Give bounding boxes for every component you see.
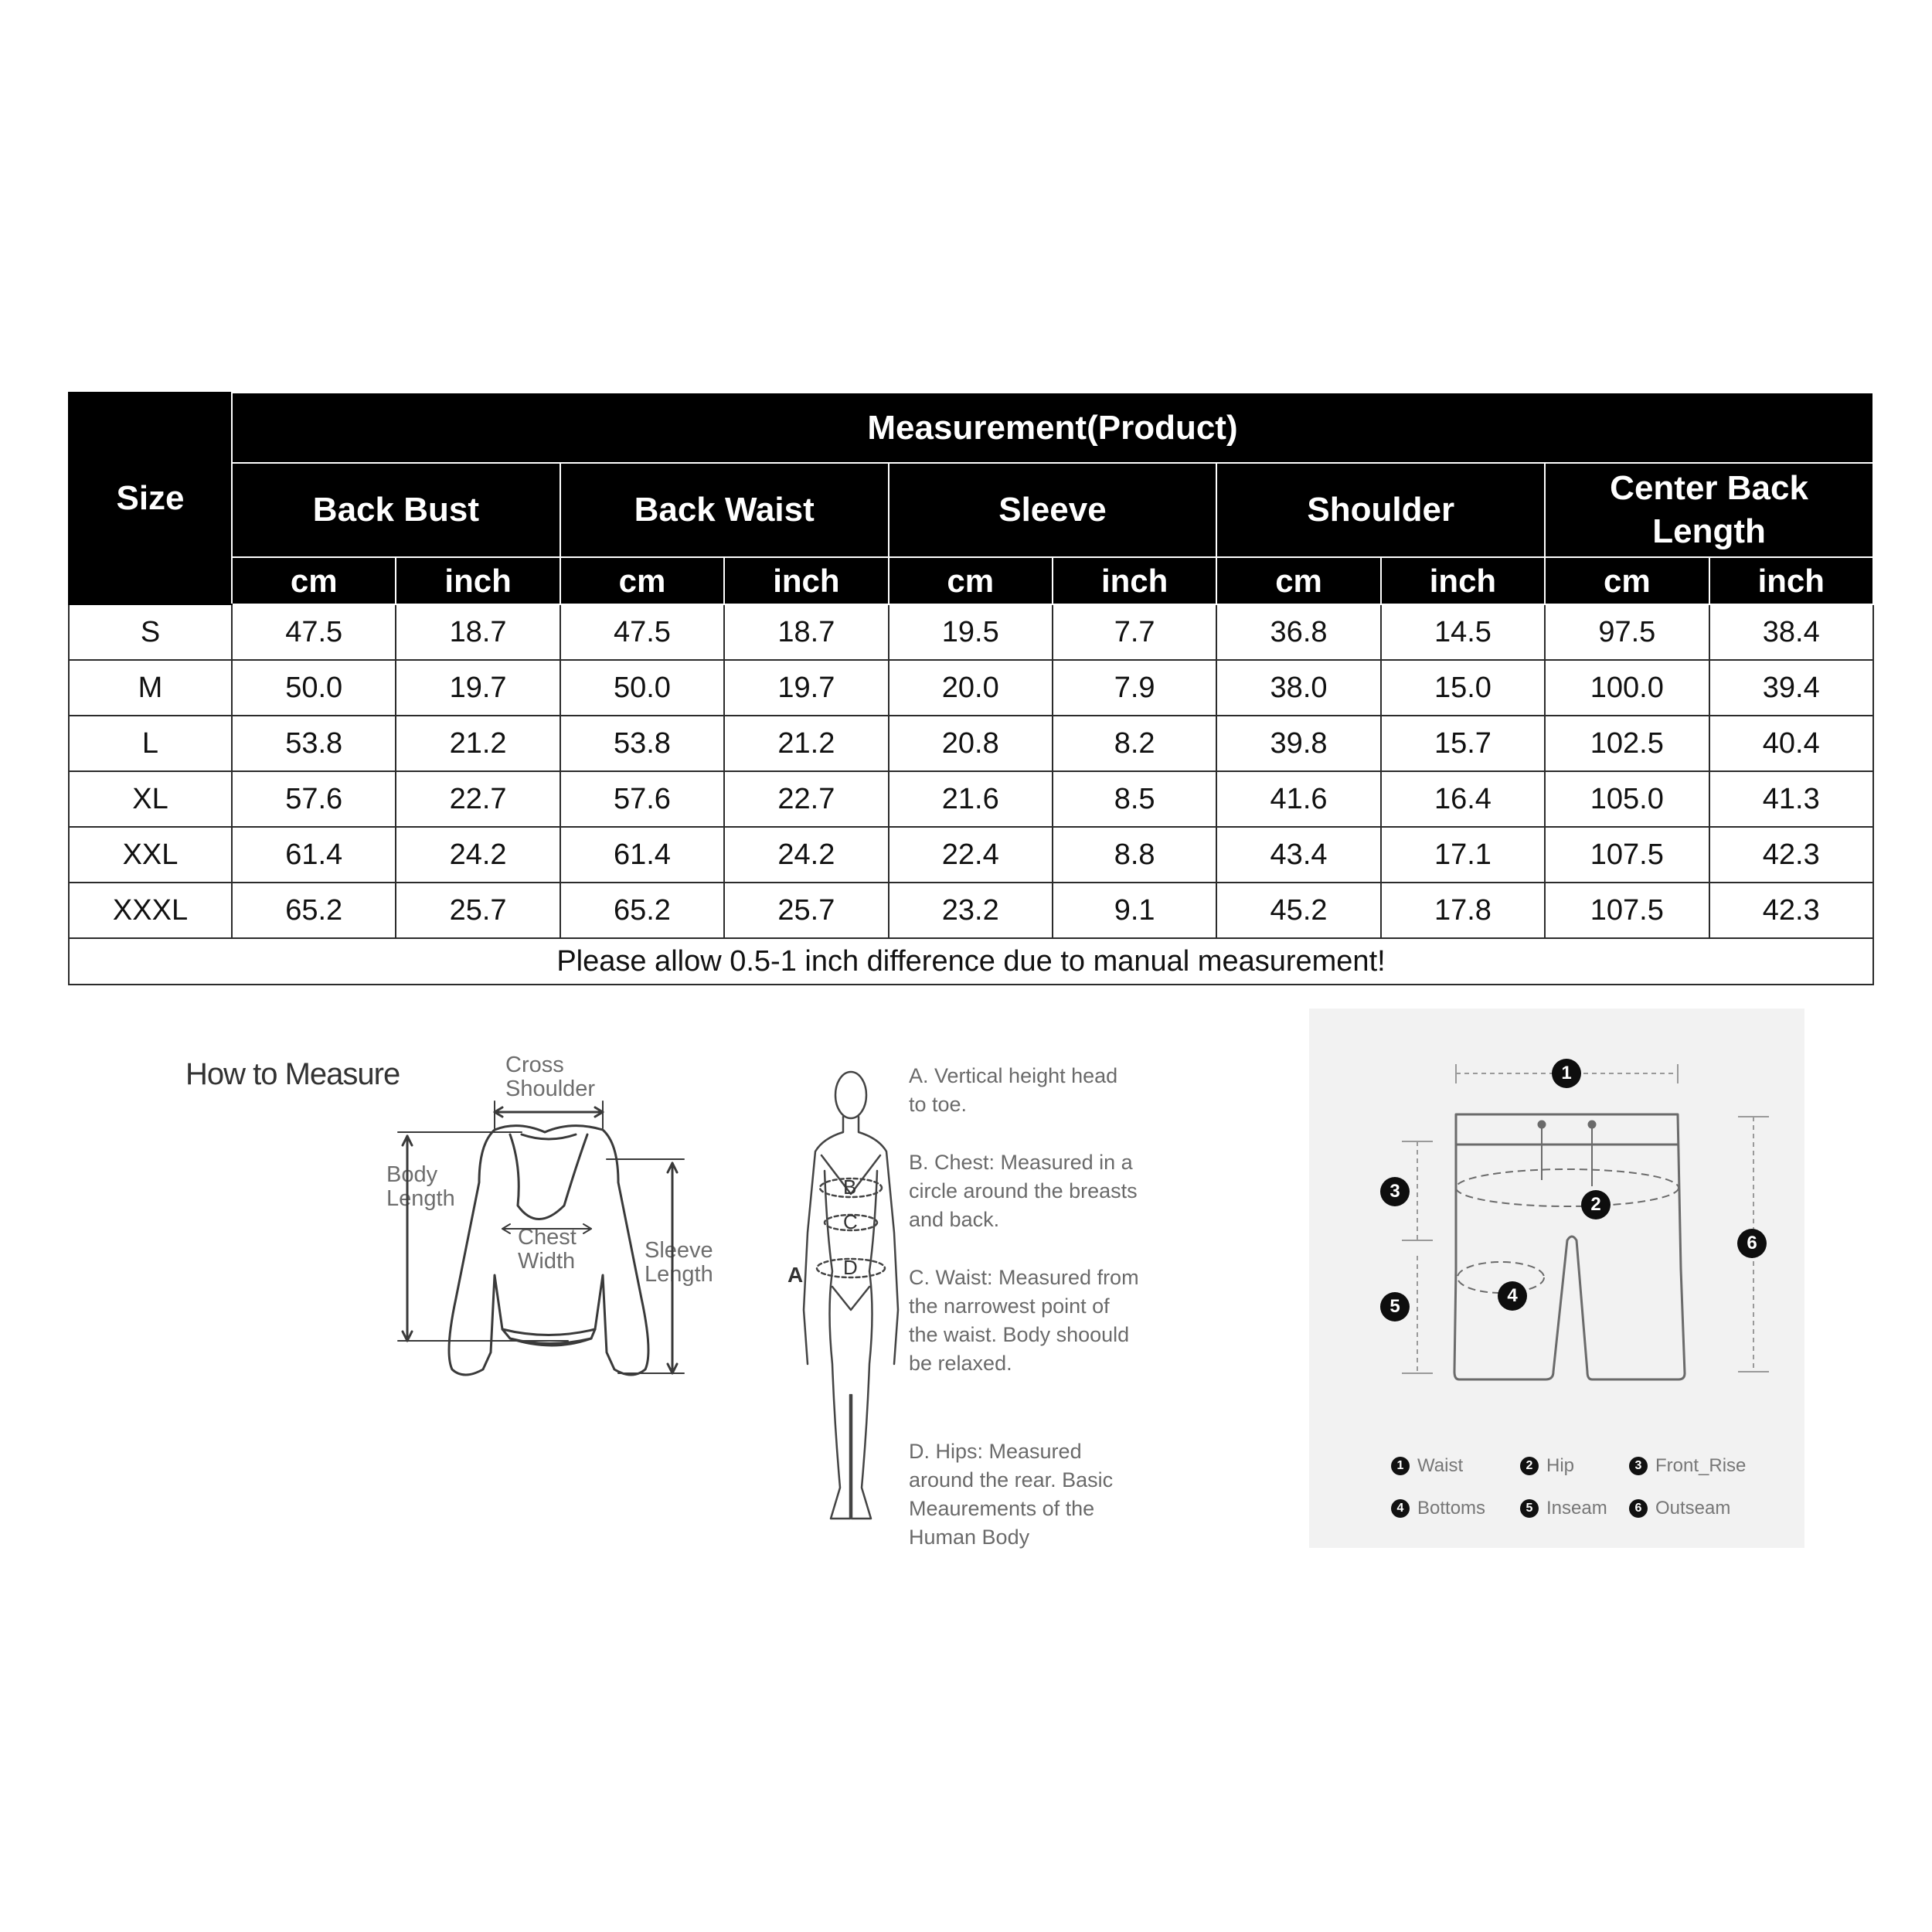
legend-item-bottoms	[1391, 1498, 1485, 1519]
table-cell: 107.5	[1545, 883, 1709, 938]
table-cell: 65.2	[560, 883, 724, 938]
legend-item-waist	[1391, 1455, 1463, 1477]
body-length-label-line: Body	[386, 1162, 438, 1187]
sleeve-length-label-line: Length	[645, 1262, 713, 1287]
column-header-back-bust: Back Bust	[232, 463, 560, 557]
table-cell: 8.8	[1053, 827, 1216, 883]
size-cell: XXL	[69, 827, 232, 883]
chest-width-label-line: Width	[518, 1249, 576, 1274]
table-cell: 23.2	[889, 883, 1053, 938]
table-cell: 41.6	[1216, 771, 1380, 827]
measure-point-waist: 1	[1552, 1059, 1581, 1088]
legend-label: Hip	[1546, 1455, 1575, 1476]
table-cell: 22.4	[889, 827, 1053, 883]
table-cell: 50.0	[560, 660, 724, 716]
table-cell: 38.0	[1216, 660, 1380, 716]
legend-number: 2	[1520, 1457, 1539, 1475]
body-note-b: B. Chest: Measured in a circle around the breasts and back.	[909, 1151, 1138, 1231]
table-cell: 107.5	[1545, 827, 1709, 883]
legend-number: 4	[1391, 1499, 1410, 1518]
unit-header-cm: cm	[560, 557, 724, 604]
table-cell: 57.6	[232, 771, 396, 827]
shorts-measure-diagram	[1309, 1009, 1804, 1548]
note-row	[69, 938, 1873, 985]
legend-label: Front_Rise	[1655, 1455, 1747, 1476]
table-cell: 9.1	[1053, 883, 1216, 938]
table-cell: 47.5	[560, 604, 724, 660]
unit-header-cm: cm	[1216, 557, 1380, 604]
legend-number: 3	[1629, 1457, 1648, 1475]
legend-label: Inseam	[1546, 1498, 1607, 1519]
table-row	[69, 660, 1873, 716]
table-cell: 7.7	[1053, 604, 1216, 660]
size-cell: XL	[69, 771, 232, 827]
how-to-measure-title: How to Measure	[185, 1057, 400, 1091]
measurement-group-header: Measurement(Product)	[232, 393, 1873, 463]
table-cell: 17.8	[1381, 883, 1545, 938]
table-cell: 42.3	[1709, 827, 1873, 883]
table-cell: 39.8	[1216, 716, 1380, 771]
legend-number: 6	[1629, 1499, 1648, 1518]
table-cell: 41.3	[1709, 771, 1873, 827]
legend-item-outseam	[1629, 1498, 1730, 1519]
table-cell: 40.4	[1709, 716, 1873, 771]
size-cell: XXXL	[69, 883, 232, 938]
legend-label: Outseam	[1655, 1498, 1731, 1519]
table-cell: 8.2	[1053, 716, 1216, 771]
table-cell: 21.6	[889, 771, 1053, 827]
table-cell: 17.1	[1381, 827, 1545, 883]
column-header-sleeve: Sleeve	[889, 463, 1217, 557]
measurement-note: Please allow 0.5-1 inch difference due to manual measurement!	[69, 938, 1873, 985]
legend-item-hip	[1520, 1455, 1574, 1477]
table-cell: 7.9	[1053, 660, 1216, 716]
table-cell: 8.5	[1053, 771, 1216, 827]
column-header-shoulder: Shoulder	[1216, 463, 1545, 557]
body-note-d: D. Hips: Measured around the rear. Basic Meaurements of the Human Body	[909, 1440, 1114, 1549]
chest-width-label-line: Chest	[518, 1225, 577, 1250]
table-cell: 25.7	[396, 883, 560, 938]
table-cell: 53.8	[560, 716, 724, 771]
legend-item-inseam	[1520, 1498, 1607, 1519]
legend-number: 5	[1520, 1499, 1539, 1518]
unit-header-inch: inch	[724, 557, 888, 604]
human-body-sketch	[777, 1055, 916, 1534]
table-cell: 105.0	[1545, 771, 1709, 827]
body-note-c: C. Waist: Measured from the narrowest point of the waist. Body shoould be relaxed.	[909, 1266, 1139, 1375]
size-cell: M	[69, 660, 232, 716]
table-cell: 65.2	[232, 883, 396, 938]
table-cell: 53.8	[232, 716, 396, 771]
unit-header-cm: cm	[889, 557, 1053, 604]
legend-label: Bottoms	[1417, 1498, 1486, 1519]
size-chart-table	[68, 392, 1874, 985]
measure-point-inseam: 5	[1380, 1292, 1410, 1321]
table-cell: 38.4	[1709, 604, 1873, 660]
table-cell: 21.2	[724, 716, 888, 771]
table-cell: 16.4	[1381, 771, 1545, 827]
table-cell: 25.7	[724, 883, 888, 938]
table-cell: 47.5	[232, 604, 396, 660]
legend-number: 1	[1391, 1457, 1410, 1475]
measure-point-outseam: 6	[1737, 1229, 1767, 1258]
body-letter-d: D	[843, 1256, 858, 1279]
table-cell: 61.4	[560, 827, 724, 883]
cross-shoulder-label-line: Cross	[505, 1053, 564, 1077]
legend-label: Waist	[1417, 1455, 1464, 1476]
table-cell: 61.4	[232, 827, 396, 883]
unit-header-inch: inch	[1709, 557, 1873, 604]
body-length-label-line: Length	[386, 1186, 455, 1211]
column-header-center-back-length: Center Back Length	[1545, 463, 1873, 557]
table-cell: 19.5	[889, 604, 1053, 660]
column-header-back-waist: Back Waist	[560, 463, 889, 557]
table-cell: 57.6	[560, 771, 724, 827]
table-cell: 24.2	[724, 827, 888, 883]
table-cell: 22.7	[724, 771, 888, 827]
measure-point-hip: 2	[1581, 1190, 1611, 1219]
table-cell: 100.0	[1545, 660, 1709, 716]
size-header: Size	[69, 393, 232, 604]
body-letter-a: A	[787, 1263, 804, 1287]
sleeve-length-label-line: Sleeve	[645, 1238, 713, 1263]
legend-item-front-rise	[1629, 1455, 1746, 1477]
table-cell: 18.7	[396, 604, 560, 660]
table-cell: 50.0	[232, 660, 396, 716]
table-row	[69, 883, 1873, 938]
body-note-a: A. Vertical height head to toe.	[909, 1064, 1118, 1116]
unit-header-cm: cm	[1545, 557, 1709, 604]
unit-header-inch: inch	[396, 557, 560, 604]
table-cell: 97.5	[1545, 604, 1709, 660]
unit-header-inch: inch	[1053, 557, 1216, 604]
table-cell: 39.4	[1709, 660, 1873, 716]
table-row	[69, 771, 1873, 827]
size-cell: L	[69, 716, 232, 771]
measure-point-front-rise: 3	[1380, 1177, 1410, 1206]
table-row	[69, 716, 1873, 771]
body-letter-b: B	[843, 1175, 857, 1199]
table-body	[69, 604, 1873, 985]
table-cell: 15.7	[1381, 716, 1545, 771]
table-cell: 20.0	[889, 660, 1053, 716]
table-cell: 15.0	[1381, 660, 1545, 716]
table-cell: 21.2	[396, 716, 560, 771]
cross-shoulder-label-line: Shoulder	[505, 1077, 596, 1101]
table-row	[69, 827, 1873, 883]
unit-header-cm: cm	[232, 557, 396, 604]
cross-shoulder-label	[505, 1053, 595, 1101]
table-cell: 36.8	[1216, 604, 1380, 660]
table-cell: 24.2	[396, 827, 560, 883]
shirt-sketch	[386, 1097, 726, 1399]
table-row	[69, 604, 1873, 660]
table-cell: 19.7	[396, 660, 560, 716]
table-cell: 45.2	[1216, 883, 1380, 938]
table-cell: 102.5	[1545, 716, 1709, 771]
table-cell: 19.7	[724, 660, 888, 716]
table-cell: 43.4	[1216, 827, 1380, 883]
table-cell: 42.3	[1709, 883, 1873, 938]
table-cell: 18.7	[724, 604, 888, 660]
table-cell: 22.7	[396, 771, 560, 827]
unit-header-inch: inch	[1381, 557, 1545, 604]
measure-point-bottoms: 4	[1498, 1281, 1527, 1311]
table-cell: 14.5	[1381, 604, 1545, 660]
table-cell: 20.8	[889, 716, 1053, 771]
size-cell: S	[69, 604, 232, 660]
body-letter-c: C	[843, 1210, 858, 1233]
